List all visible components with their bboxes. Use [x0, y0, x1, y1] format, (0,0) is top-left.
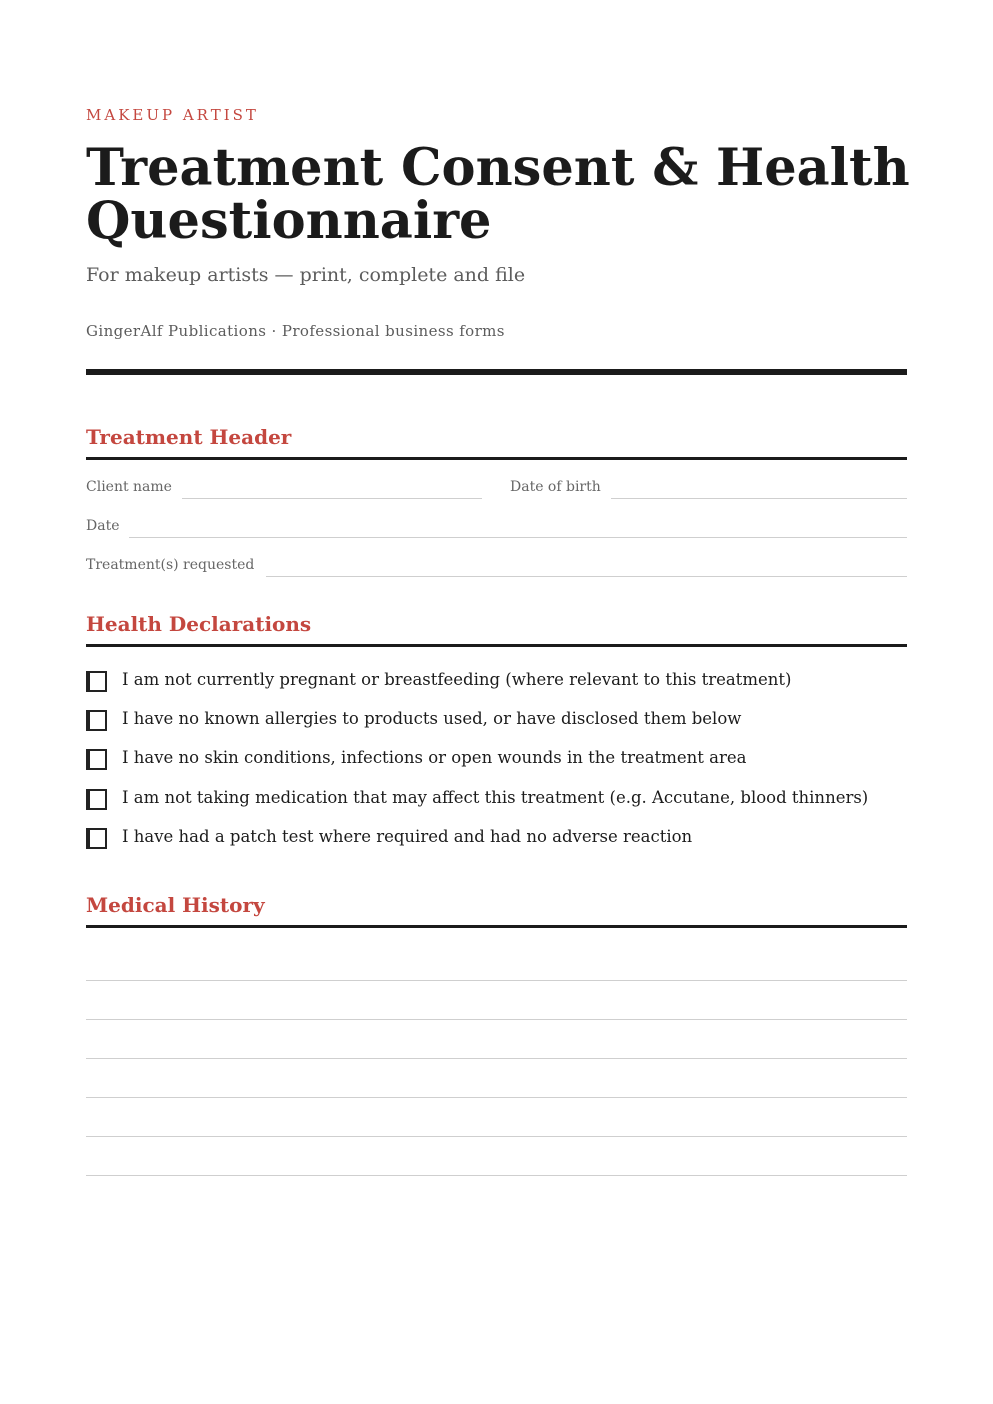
declaration-item	[86, 827, 907, 851]
date-of-birth-field[interactable]	[611, 498, 907, 499]
declaration-text: I have had a patch test where required and had no adverse reaction	[122, 827, 693, 846]
client-name-field[interactable]	[182, 498, 482, 499]
publisher-line: GingerAlf Publications · Professional business forms	[86, 322, 505, 340]
category-eyebrow: MAKEUP ARTIST	[86, 106, 259, 124]
declaration-checkbox[interactable]	[86, 749, 107, 770]
medical-history-line[interactable]	[86, 1136, 907, 1137]
medical-history-line[interactable]	[86, 1175, 907, 1176]
header-divider	[86, 369, 907, 375]
section-divider	[86, 644, 907, 647]
declaration-checkbox[interactable]	[86, 671, 107, 692]
page-title: Treatment Consent & Health Questionnaire	[86, 138, 910, 251]
date-label: Date	[86, 518, 120, 534]
medical-history-line[interactable]	[86, 1058, 907, 1059]
section-title-medical-history: Medical History	[86, 893, 265, 917]
declaration-item	[86, 788, 907, 812]
section-divider	[86, 457, 907, 460]
date-field[interactable]	[129, 537, 907, 538]
client-name-label: Client name	[86, 479, 172, 495]
declaration-checkbox[interactable]	[86, 828, 107, 849]
declaration-item	[86, 709, 907, 733]
declaration-checkbox[interactable]	[86, 789, 107, 810]
declaration-text: I have no known allergies to products used, or have disclosed them below	[122, 709, 742, 728]
section-title-health-declarations: Health Declarations	[86, 612, 312, 636]
date-of-birth-label: Date of birth	[510, 479, 601, 495]
declaration-text: I have no skin conditions, infections or open wounds in the treatment area	[122, 748, 747, 767]
medical-history-line[interactable]	[86, 980, 907, 981]
declaration-checkbox[interactable]	[86, 710, 107, 731]
medical-history-line[interactable]	[86, 1097, 907, 1098]
treatments-requested-field[interactable]	[266, 576, 907, 577]
declaration-text: I am not currently pregnant or breastfeeding (where relevant to this treatment)	[122, 670, 792, 689]
page-subtitle: For makeup artists — print, complete and file	[86, 264, 526, 286]
section-divider	[86, 925, 907, 928]
medical-history-line[interactable]	[86, 1019, 907, 1020]
section-title-treatment-header: Treatment Header	[86, 425, 292, 449]
declaration-item	[86, 748, 907, 772]
declaration-text: I am not taking medication that may affect this treatment (e.g. Accutane, blood thinners)	[122, 788, 869, 807]
declaration-item	[86, 670, 907, 694]
treatments-requested-label: Treatment(s) requested	[86, 557, 255, 573]
